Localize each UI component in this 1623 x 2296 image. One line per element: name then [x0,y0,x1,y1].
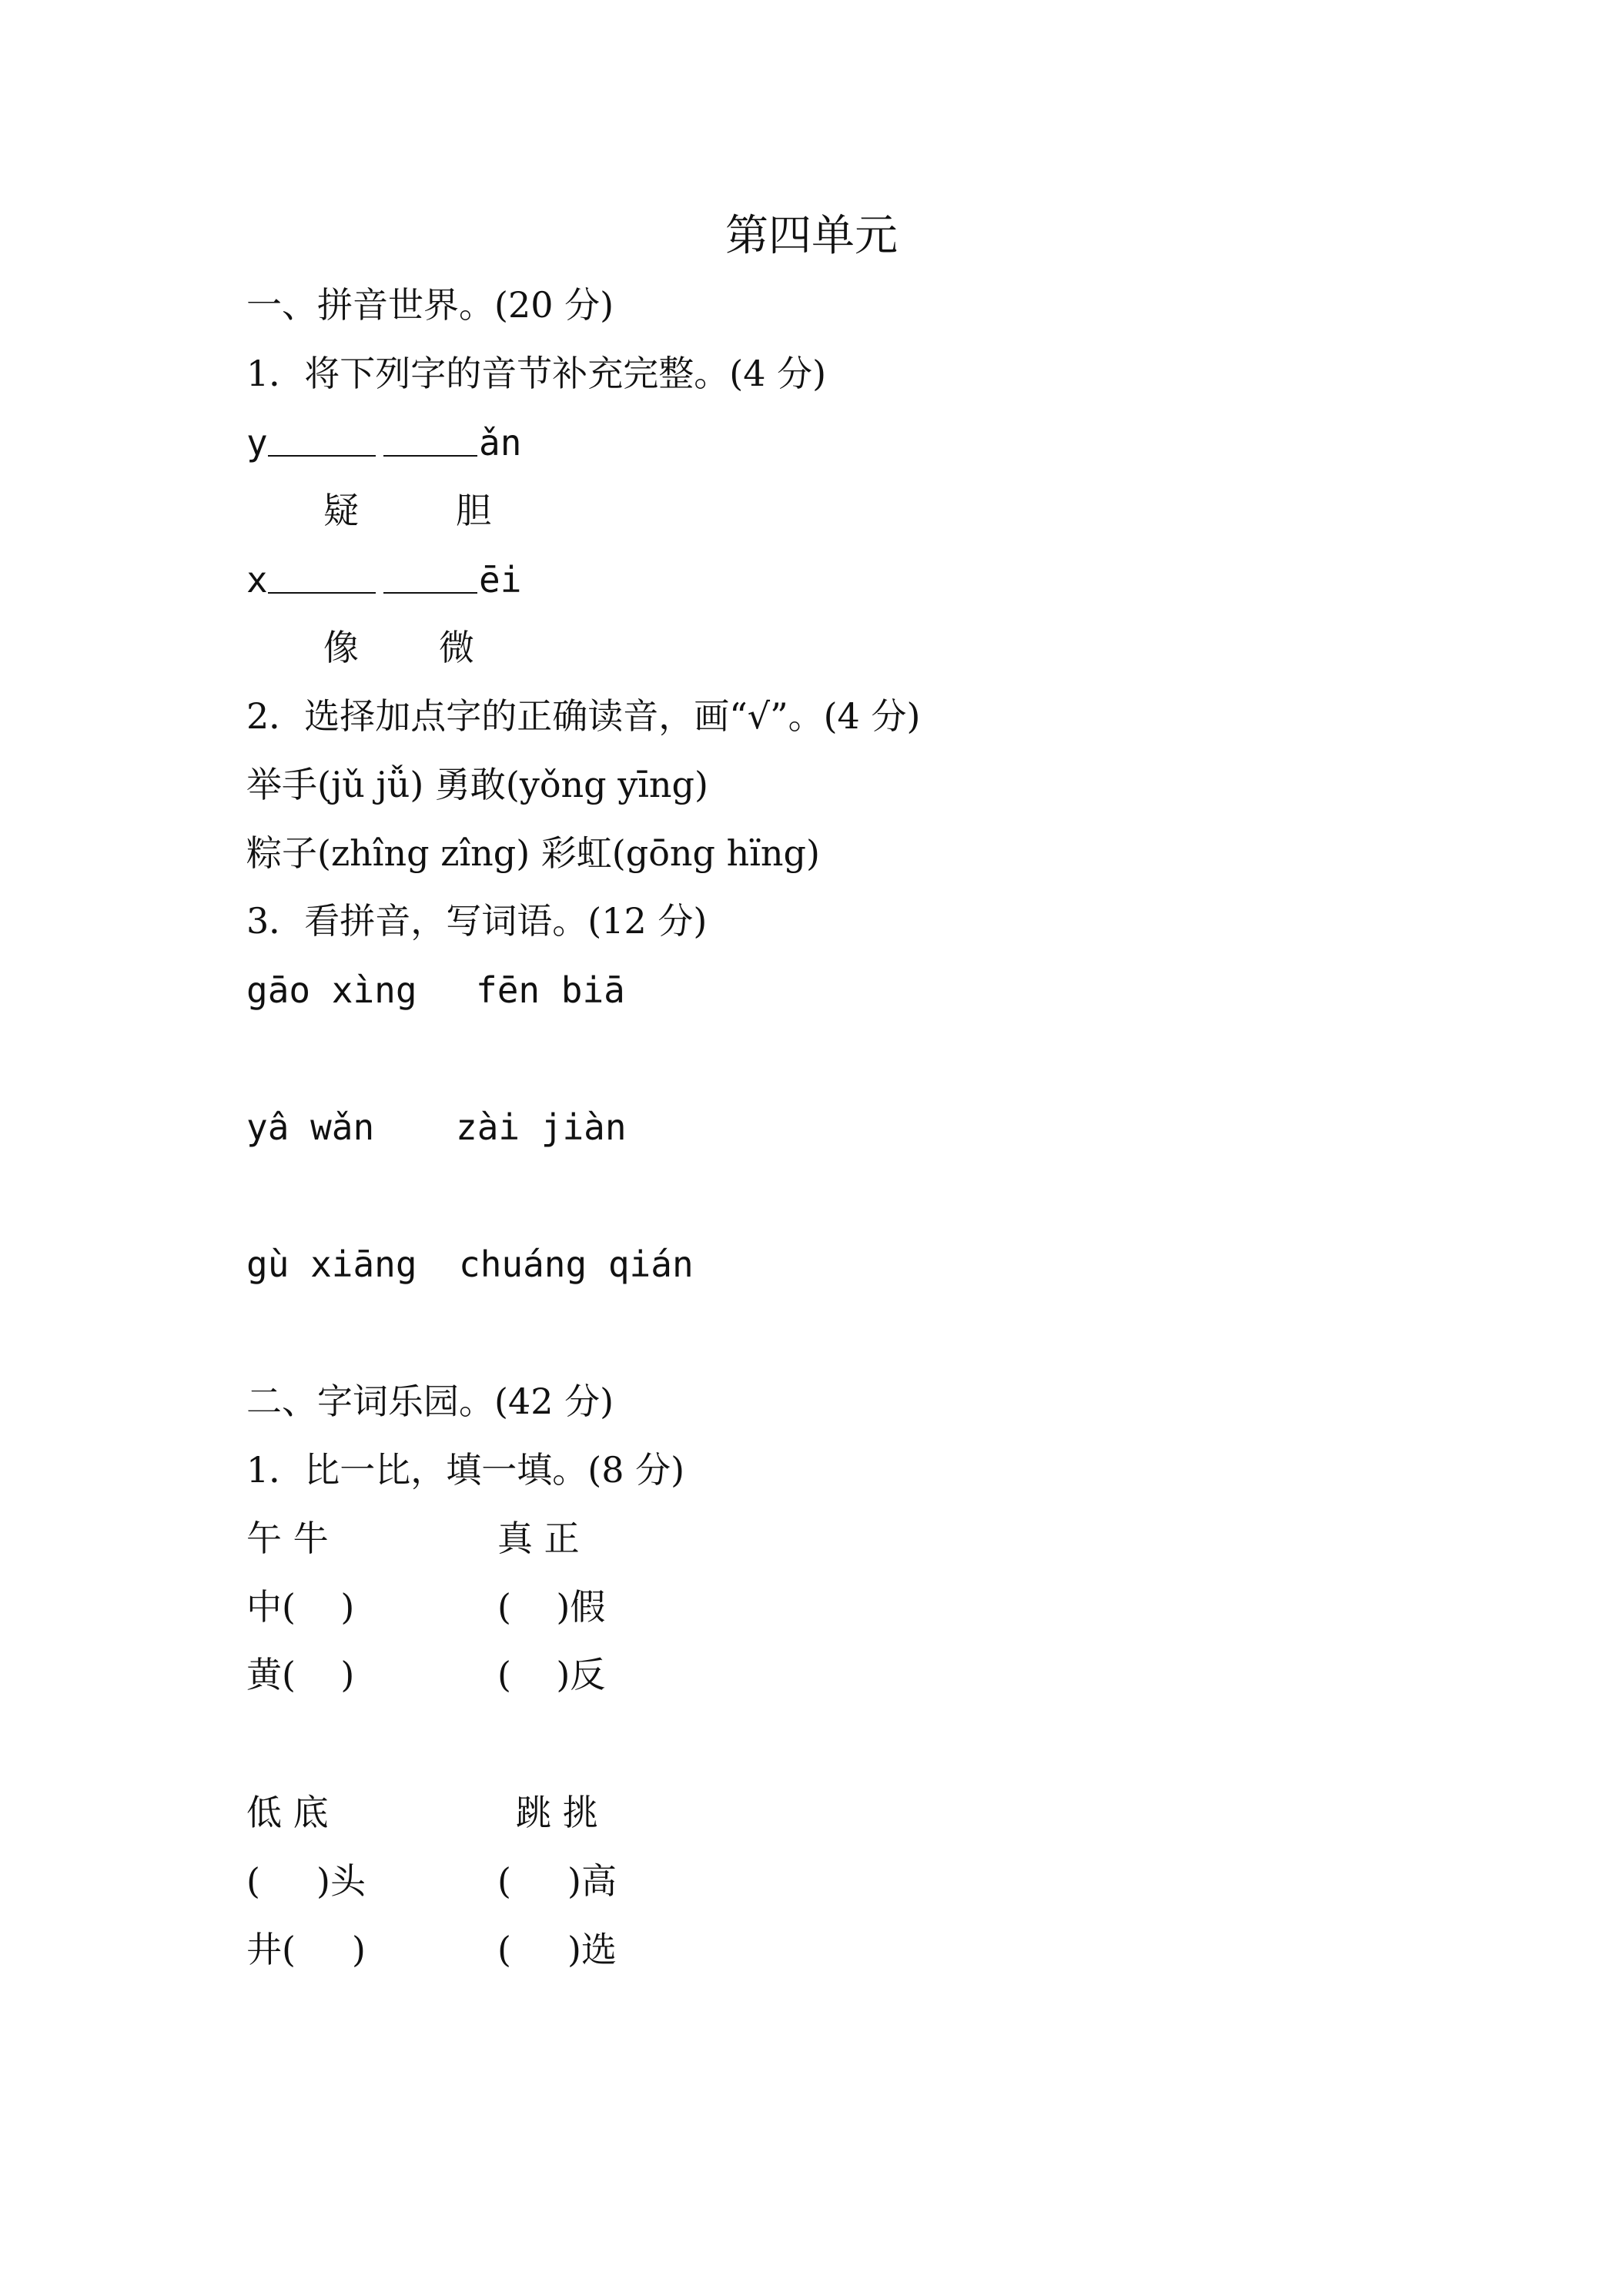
q2-line-2: 粽子(zhîng zîng) 彩虹(gōng hïng) [246,832,820,874]
answer-blank[interactable] [383,424,477,457]
char-item: 微 [439,627,474,668]
answer-blank[interactable] [268,424,376,457]
syllable-row-1 [246,420,554,466]
pinyin-word: gù xiāng [246,1243,417,1285]
answer-blank[interactable] [268,561,376,594]
pinyin-word: zài jiàn [456,1106,627,1148]
char-pair: 低 底 [246,1792,329,1833]
char-item: 疑 [323,490,359,531]
syllable-prefix: x [246,559,268,601]
fill-blank-item[interactable]: ( )假 [497,1586,606,1628]
pinyin-word: yâ wǎn [246,1106,375,1148]
answer-blank[interactable] [383,561,477,594]
char-pair: 真 正 [497,1518,580,1559]
fill-blank-item[interactable]: ( )反 [497,1654,606,1695]
section1-heading: 一、拼音世界。(20 分) [246,284,614,326]
pinyin-row-3 [246,1241,785,1287]
pinyin-word: chuáng qián [459,1243,694,1285]
compare-pair-row [246,1789,785,1836]
syllable-prefix: y [246,422,268,464]
syllable-row-2 [246,557,554,603]
fill-row [246,1584,785,1630]
q2-line-1: 举手(jǔ jǚ) 勇敢(yǒng yīng) [246,764,708,805]
s2-q1-heading: 1．比一比，填一填。(8 分) [246,1449,685,1491]
syllable-suffix: ēi [479,559,522,601]
q2-heading: 2．选择加点字的正确读音，画“√”。(4 分) [246,695,921,737]
pinyin-row-2 [246,1104,785,1150]
fill-row [246,1652,785,1698]
section2-heading: 二、字词乐园。(42 分) [246,1381,614,1422]
char-item: 胆 [456,490,491,531]
pinyin-word: gāo xìng [246,969,417,1011]
compare-pair-row [246,1515,785,1561]
fill-row [246,1858,785,1904]
fill-blank-item[interactable]: 中( ) [246,1586,355,1628]
fill-blank-item[interactable]: 黄( ) [246,1654,355,1695]
q1-heading: 1．将下列字的音节补充完整。(4 分) [246,353,827,394]
q3-heading: 3．看拼音，写词语。(12 分) [246,900,708,942]
char-pair: 午 牛 [246,1518,329,1559]
syllable-suffix: ǎn [479,422,522,464]
fill-row [246,1926,785,1973]
page-title: 第四单元 [725,211,898,261]
fill-blank-item[interactable]: 井( ) [246,1929,366,1970]
fill-blank-item[interactable]: ( )头 [246,1860,366,1902]
pinyin-word: fēn biā [476,969,625,1011]
fill-blank-item[interactable]: ( )高 [497,1860,617,1902]
char-row-1 [246,487,554,534]
char-item: 像 [323,627,359,668]
char-row-2 [246,624,554,671]
char-pair: 跳 挑 [516,1792,598,1833]
pinyin-row-1 [246,967,785,1013]
fill-blank-item[interactable]: ( )选 [497,1929,617,1970]
